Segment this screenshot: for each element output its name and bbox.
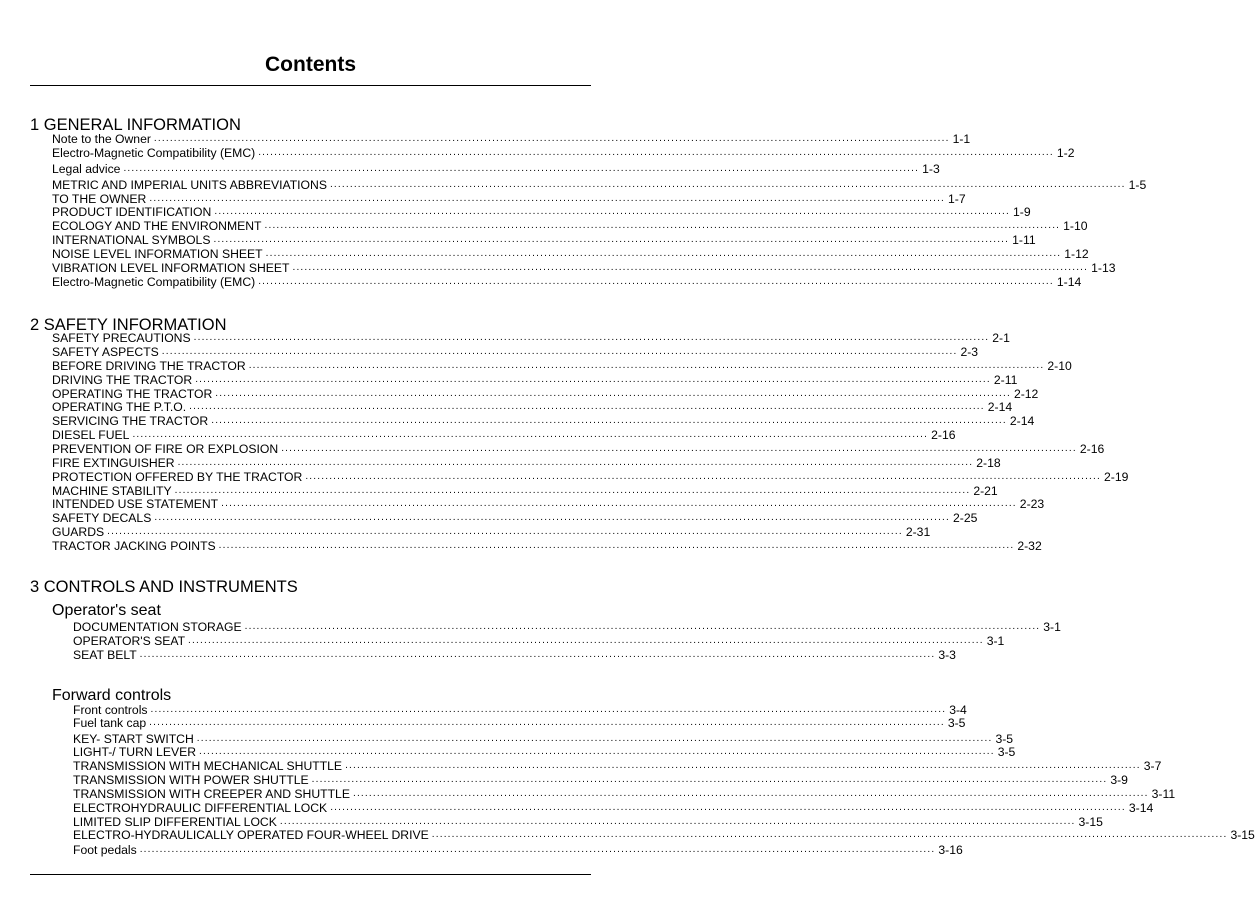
- dot-leader: ........................................................................................................................................................................................................: [149, 193, 946, 204]
- toc-entry-page: 2-18: [976, 456, 1001, 470]
- toc-entry-label: MACHINE STABILITY: [52, 484, 172, 498]
- toc-entry[interactable]: [52, 275, 1082, 289]
- toc-entry[interactable]: [73, 716, 966, 730]
- toc-entry-page: 3-4: [949, 703, 967, 717]
- dot-leader: ........................................................................................................................................................................................................: [281, 443, 1077, 454]
- toc-entry-page: 3-16: [938, 843, 963, 857]
- dot-leader: ........................................................................................................................................................................................................: [244, 621, 1041, 632]
- dot-leader: ........................................................................................................................................................................................................: [153, 133, 950, 144]
- toc-entry-label: TRANSMISSION WITH MECHANICAL SHUTTLE: [73, 759, 343, 773]
- dot-leader: ........................................................................................................................................................................................................: [161, 346, 958, 357]
- toc-entry-page: 2-10: [1047, 359, 1072, 373]
- toc-entry[interactable]: [52, 233, 1036, 247]
- toc-entry-page: 2-21: [973, 484, 998, 498]
- toc-entry[interactable]: [52, 178, 1147, 192]
- toc-entry-page: 2-11: [993, 373, 1018, 387]
- toc-entry[interactable]: [52, 146, 1075, 160]
- toc-entry-page: 1-9: [1013, 205, 1031, 219]
- toc-entry-page: 3-15: [1230, 828, 1255, 842]
- toc-entry[interactable]: [73, 759, 1162, 773]
- toc-entry-label: SAFETY ASPECTS: [52, 345, 159, 359]
- dot-leader: ........................................................................................................................................................................................................: [139, 844, 936, 855]
- dot-leader: ........................................................................................................................................................................................................: [330, 802, 1126, 813]
- chapter-heading: 2 SAFETY INFORMATION: [30, 316, 227, 334]
- toc-entry-page: 1-3: [922, 162, 940, 176]
- toc-entry-label: TRACTOR JACKING POINTS: [52, 539, 216, 553]
- toc-entry-label: INTENDED USE STATEMENT: [52, 497, 219, 511]
- dot-leader: ........................................................................................................................................................................................................: [218, 540, 1015, 551]
- toc-entry-page: 3-15: [1078, 815, 1103, 829]
- toc-entry-label: Electro-Magnetic Compatibility (EMC): [52, 275, 256, 289]
- dot-leader: ........................................................................................................................................................................................................: [199, 746, 995, 757]
- dot-leader: ........................................................................................................................................................................................................: [189, 401, 985, 412]
- toc-entry-page: 2-16: [931, 428, 956, 442]
- toc-entry-label: TO THE OWNER: [52, 192, 147, 206]
- toc-entry[interactable]: [52, 373, 1018, 387]
- dot-leader: ........................................................................................................................................................................................................: [132, 429, 929, 440]
- toc-entry[interactable]: [52, 400, 1013, 414]
- toc-entry-label: OPERATING THE TRACTOR: [52, 387, 213, 401]
- toc-entry[interactable]: [52, 162, 940, 176]
- toc-entry-label: LIMITED SLIP DIFFERENTIAL LOCK: [73, 815, 277, 829]
- toc-entry[interactable]: [73, 732, 1014, 746]
- dot-leader: ........................................................................................................................................................................................................: [311, 774, 1108, 785]
- dot-leader: ........................................................................................................................................................................................................: [154, 512, 951, 523]
- dot-leader: ........................................................................................................................................................................................................: [211, 415, 1007, 426]
- toc-entry-label: Fuel tank cap: [73, 716, 147, 730]
- toc-entry-label: ECOLOGY AND THE ENVIRONMENT: [52, 219, 262, 233]
- toc-entry-page: 1-13: [1091, 261, 1116, 275]
- toc-entry-label: SAFETY DECALS: [52, 511, 152, 525]
- toc-entry-page: 3-3: [938, 648, 956, 662]
- chapter-heading: 3 CONTROLS AND INSTRUMENTS: [30, 578, 298, 596]
- toc-entry-page: 1-1: [952, 132, 971, 146]
- toc-entry-page: 3-5: [947, 716, 966, 730]
- toc-entry[interactable]: [52, 456, 1001, 470]
- toc-entry[interactable]: [52, 192, 966, 206]
- toc-entry-label: METRIC AND IMPERIAL UNITS ABBREVIATIONS: [52, 178, 327, 192]
- toc-entry-label: Legal advice: [52, 162, 121, 176]
- toc-entry-page: 2-25: [953, 511, 978, 525]
- toc-entry-page: 2-1: [992, 331, 1010, 345]
- toc-entry[interactable]: [52, 132, 971, 146]
- toc-entry-label: TRANSMISSION WITH CREEPER AND SHUTTLE: [73, 787, 350, 801]
- toc-entry-label: DIESEL FUEL: [52, 428, 130, 442]
- toc-entry[interactable]: [73, 815, 1103, 829]
- dot-leader: ........................................................................................................................................................................................................: [213, 234, 1010, 245]
- toc-entry-page: 2-12: [1013, 387, 1039, 401]
- toc-entry-label: Foot pedals: [73, 843, 137, 857]
- toc-entry-page: 3-5: [997, 745, 1016, 759]
- toc-entry[interactable]: [73, 828, 1255, 842]
- toc-entry[interactable]: [52, 331, 1010, 345]
- toc-entry-page: 3-14: [1128, 801, 1154, 815]
- subsection-heading: Operator's seat: [52, 602, 161, 619]
- toc-entry-label: KEY- START SWITCH: [73, 732, 194, 746]
- toc-entry-page: 1-12: [1064, 247, 1089, 261]
- toc-entry-label: OPERATING THE P.T.O.: [52, 400, 187, 414]
- page-title: Contents: [265, 53, 356, 76]
- dot-leader: ........................................................................................................................................................................................................: [177, 457, 974, 468]
- dot-leader: ........................................................................................................................................................................................................: [258, 147, 1054, 158]
- dot-leader: ........................................................................................................................................................................................................: [196, 733, 993, 744]
- toc-entry-page: 2-14: [987, 400, 1013, 414]
- toc-entry-page: 2-23: [1019, 497, 1045, 511]
- toc-entry[interactable]: [52, 219, 1088, 233]
- toc-entry-label: BEFORE DRIVING THE TRACTOR: [52, 359, 246, 373]
- toc-entry[interactable]: [73, 773, 1128, 787]
- dot-leader: ........................................................................................................................................................................................................: [305, 471, 1101, 482]
- toc-entry-label: GUARDS: [52, 525, 105, 539]
- toc-entry-page: 2-14: [1009, 414, 1035, 428]
- toc-entry-label: SERVICING THE TRACTOR: [52, 414, 209, 428]
- toc-entry-label: VIBRATION LEVEL INFORMATION SHEET: [52, 261, 290, 275]
- dot-leader: ........................................................................................................................................................................................................: [215, 388, 1011, 399]
- toc-entry-label: ELECTRO-HYDRAULICALLY OPERATED FOUR-WHEEL DRIVE: [73, 828, 429, 842]
- toc-entry-page: 2-19: [1104, 470, 1129, 484]
- toc-entry-page: 1-14: [1056, 275, 1082, 289]
- toc-entry[interactable]: [52, 539, 1042, 553]
- toc-entry-label: Front controls: [73, 703, 148, 717]
- dot-leader: ........................................................................................................................................................................................................: [107, 526, 903, 537]
- toc-entry[interactable]: [73, 703, 967, 717]
- toc-entry-page: 2-32: [1017, 539, 1042, 553]
- toc-entry-page: 3-1: [1043, 620, 1061, 634]
- toc-entry[interactable]: [52, 247, 1089, 261]
- toc-entry[interactable]: [73, 634, 1005, 648]
- toc-entry[interactable]: [52, 511, 978, 525]
- toc-entry[interactable]: [52, 359, 1072, 373]
- dot-leader: ........................................................................................................................................................................................................: [258, 276, 1054, 287]
- toc-entry-page: 2-31: [905, 525, 931, 539]
- dot-leader: ........................................................................................................................................................................................................: [221, 498, 1017, 509]
- dot-leader: ........................................................................................................................................................................................................: [248, 360, 1045, 371]
- toc-entry-label: LIGHT-/ TURN LEVER: [73, 745, 197, 759]
- toc-entry-page: 1-11: [1012, 233, 1036, 247]
- dot-leader: ........................................................................................................................................................................................................: [329, 179, 1126, 190]
- toc-entry-page: 3-11: [1151, 787, 1176, 801]
- toc-entry-label: Electro-Magnetic Compatibility (EMC): [52, 146, 256, 160]
- toc-entry[interactable]: [52, 205, 1031, 219]
- toc-entry-label: PREVENTION OF FIRE OR EXPLOSION: [52, 442, 279, 456]
- toc-entry-page: 2-16: [1079, 442, 1105, 456]
- toc-entry[interactable]: [52, 428, 956, 442]
- toc-entry[interactable]: [52, 261, 1116, 275]
- toc-entry-label: SEAT BELT: [73, 648, 137, 662]
- toc-entry-page: 3-9: [1110, 773, 1128, 787]
- dot-leader: ........................................................................................................................................................................................................: [188, 635, 984, 646]
- toc-entry-label: ELECTROHYDRAULIC DIFFERENTIAL LOCK: [73, 801, 328, 815]
- toc-entry[interactable]: [52, 345, 979, 359]
- dot-leader: ........................................................................................................................................................................................................: [149, 717, 945, 728]
- dot-leader: ........................................................................................................................................................................................................: [193, 332, 990, 343]
- toc-entry[interactable]: [52, 414, 1035, 428]
- toc-entry[interactable]: [52, 525, 931, 539]
- toc-entry-label: NOISE LEVEL INFORMATION SHEET: [52, 247, 263, 261]
- toc-entry-label: DOCUMENTATION STORAGE: [73, 620, 242, 634]
- dot-leader: ........................................................................................................................................................................................................: [150, 704, 947, 715]
- toc-entry[interactable]: [52, 442, 1105, 456]
- toc-entry[interactable]: [73, 745, 1016, 759]
- toc-entry[interactable]: [73, 843, 963, 857]
- toc-entry[interactable]: [52, 497, 1045, 511]
- dot-leader: ........................................................................................................................................................................................................: [123, 163, 920, 174]
- chapter-heading: 1 GENERAL INFORMATION: [30, 116, 241, 134]
- toc-entry-page: 1-7: [948, 192, 966, 206]
- toc-entry-label: OPERATOR'S SEAT: [73, 634, 186, 648]
- bottom-divider: [30, 874, 591, 875]
- toc-entry-page: 1-2: [1056, 146, 1075, 160]
- toc-entry-label: Note to the Owner: [52, 132, 151, 146]
- toc-entry-page: 3-5: [995, 732, 1014, 746]
- toc-entry[interactable]: [73, 648, 956, 662]
- toc-entry-label: TRANSMISSION WITH POWER SHUTTLE: [73, 773, 309, 787]
- toc-entry-label: INTERNATIONAL SYMBOLS: [52, 233, 211, 247]
- dot-leader: ........................................................................................................................................................................................................: [345, 760, 1141, 771]
- dot-leader: ........................................................................................................................................................................................................: [214, 206, 1011, 217]
- toc-entry-label: SAFETY PRECAUTIONS: [52, 331, 191, 345]
- toc-entry[interactable]: [73, 787, 1176, 801]
- dot-leader: ........................................................................................................................................................................................................: [264, 220, 1061, 231]
- top-divider: [30, 85, 591, 86]
- toc-entry-label: PROTECTION OFFERED BY THE TRACTOR: [52, 470, 303, 484]
- dot-leader: ........................................................................................................................................................................................................: [174, 485, 971, 496]
- toc-entry-page: 3-7: [1143, 759, 1162, 773]
- toc-entry-label: FIRE EXTINGUISHER: [52, 456, 175, 470]
- toc-entry[interactable]: [52, 484, 998, 498]
- dot-leader: ........................................................................................................................................................................................................: [279, 816, 1076, 827]
- dot-leader: ........................................................................................................................................................................................................: [139, 649, 936, 660]
- toc-entry[interactable]: [52, 387, 1039, 401]
- dot-leader: ........................................................................................................................................................................................................: [292, 262, 1089, 273]
- toc-entry[interactable]: [73, 620, 1061, 634]
- toc-entry[interactable]: [73, 801, 1154, 815]
- toc-entry-label: DRIVING THE TRACTOR: [52, 373, 193, 387]
- dot-leader: ........................................................................................................................................................................................................: [265, 248, 1062, 259]
- toc-entry[interactable]: [52, 470, 1129, 484]
- dot-leader: ........................................................................................................................................................................................................: [431, 829, 1228, 840]
- toc-entry-page: 1-10: [1063, 219, 1088, 233]
- dot-leader: ........................................................................................................................................................................................................: [352, 788, 1149, 799]
- toc-entry-page: 2-3: [960, 345, 979, 359]
- dot-leader: ........................................................................................................................................................................................................: [195, 374, 991, 385]
- toc-entry-label: PRODUCT IDENTIFICATION: [52, 205, 212, 219]
- subsection-heading: Forward controls: [52, 687, 172, 704]
- toc-entry-page: 1-5: [1128, 178, 1147, 192]
- toc-entry-page: 3-1: [986, 634, 1005, 648]
